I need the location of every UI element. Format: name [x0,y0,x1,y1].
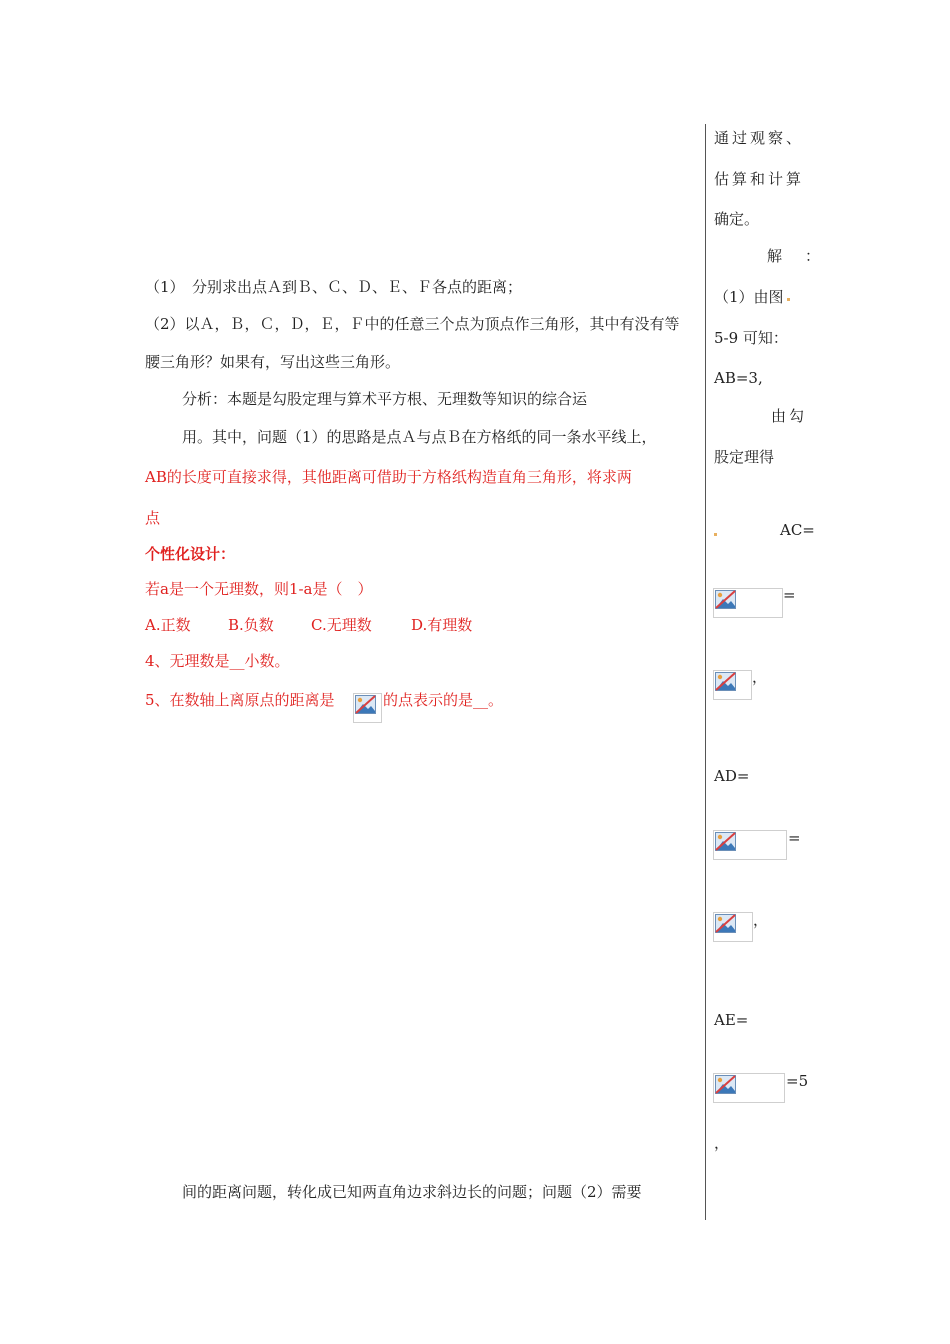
option-d: D.有理数 [411,616,473,634]
solution-label: 解 ： [767,247,825,265]
broken-image-icon [353,693,382,723]
formula-image [713,588,783,618]
item-4: 4、无理数是__小数。 [145,652,290,670]
side-line-1: 通过观察、 [714,129,805,147]
analysis-line-2: 用。其中，问题（1）的思路是点Ａ与点Ｂ在方格纸的同一条水平线上， [182,428,657,446]
option-a: A.正数 [145,616,191,634]
analysis-line-3: AB的长度可直接求得，其他距离可借助于方格纸构造直角三角形，将求两 [145,468,632,486]
side-line-3: 确定。 [714,210,760,228]
analysis-line-1: 分析：本题是勾股定理与算术平方根、无理数等知识的综合运 [182,390,588,408]
anchor-dot [787,298,790,301]
side-line-8: 由勾 [771,407,808,425]
analysis-line-4: 点 [145,509,161,527]
question-1: （1） 分别求出点Ａ到Ｂ、Ｃ、Ｄ、Ｅ、Ｆ各点的距离； [145,278,523,296]
column-divider [705,124,706,1220]
image-placeholder-icon [715,914,736,933]
equals-sign: = [783,586,796,604]
side-line-6: 5-9 可知： [714,329,788,347]
comma: ， [752,668,768,686]
item-5-text-before: 5、在数轴上离原点的距离是 [145,691,335,709]
item-5-text-after: 的点表示的是__。 [383,691,504,709]
image-placeholder-icon [355,695,376,714]
question-irrational: 若a是一个无理数，则1-a是（ ） [145,580,373,598]
image-placeholder-icon [715,832,736,851]
option-b: B.负数 [228,616,274,634]
side-line-2: 估算和计算 [714,170,805,188]
formula-image [713,670,752,700]
question-2-line-2: 腰三角形？如果有，写出这些三角形。 [145,353,401,371]
side-line-5: （1）由图 [714,288,784,306]
comma: ， [753,911,769,929]
side-line-9: 股定理得 [714,448,775,466]
formula-image [713,912,753,942]
question-2-line-1: （2）以Ａ，Ｂ，Ｃ，Ｄ，Ｅ，Ｆ中的任意三个点为顶点作三角形，其中有没有等 [145,315,680,333]
ad-label: AD= [714,767,750,785]
side-line-7: AB=3, [714,369,763,387]
formula-image [713,1073,785,1103]
equals-sign: = [788,829,801,847]
ae-label: AE= [714,1011,749,1029]
formula-image [713,830,787,860]
image-placeholder-icon [715,590,736,609]
image-placeholder-icon [715,1075,736,1094]
image-placeholder-icon [715,672,736,691]
ac-label: AC= [780,521,815,539]
equals-five: =5 [786,1072,809,1090]
comma: ， [714,1134,730,1152]
bottom-continuation: 间的距离问题，转化成已知两直角边求斜边长的问题；问题（2）需要 [182,1183,642,1201]
personalized-design-heading: 个性化设计： [145,545,236,563]
option-c: C.无理数 [311,616,372,634]
anchor-dot [714,533,717,536]
